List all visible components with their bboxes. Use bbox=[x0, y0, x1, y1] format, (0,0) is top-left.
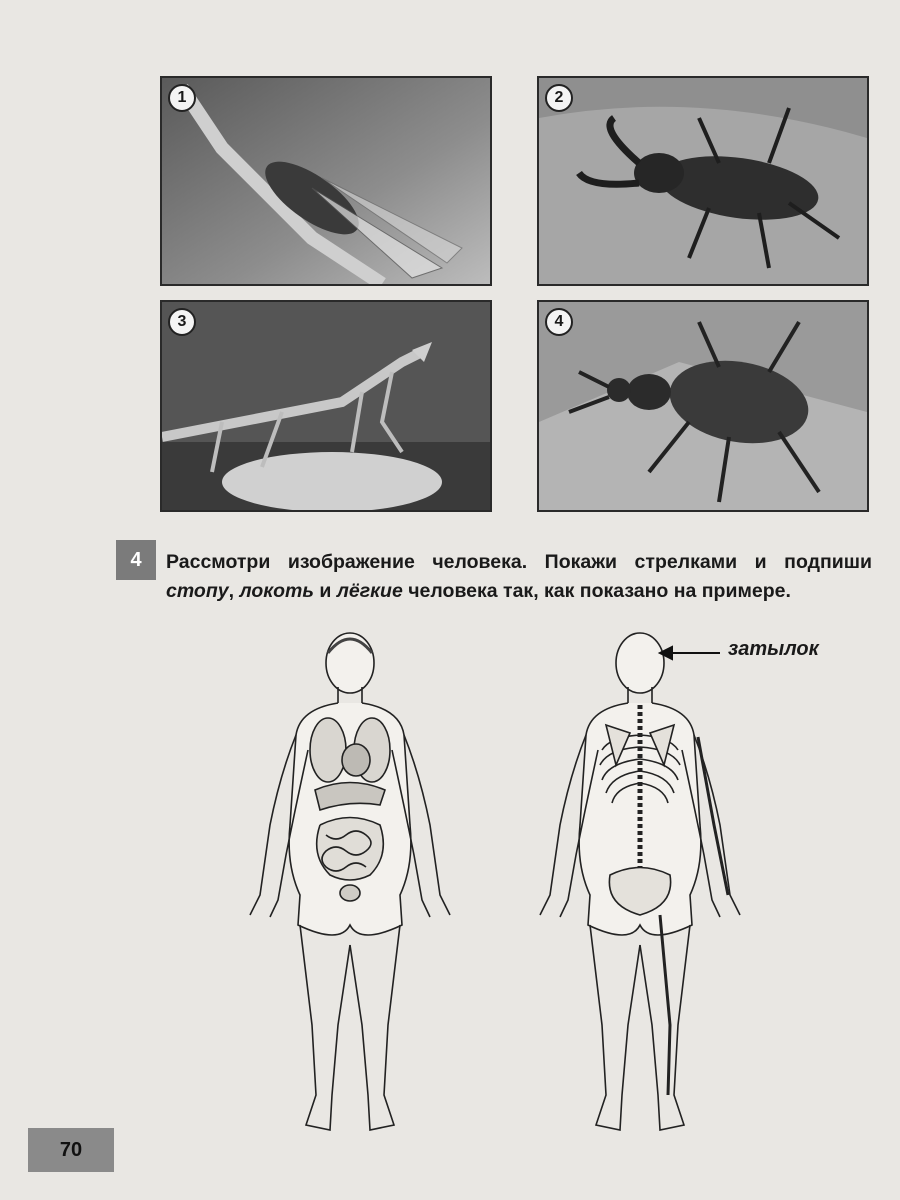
instruction-text-part: человека так, как показано на примере. bbox=[402, 580, 791, 602]
photo-mantis bbox=[160, 300, 492, 512]
instruction-separator: , bbox=[228, 580, 240, 602]
human-anatomy-figures bbox=[220, 625, 800, 1155]
photo-stag-beetle bbox=[537, 76, 869, 286]
photo-number-badge: 4 bbox=[545, 308, 573, 336]
page-number: 70 bbox=[28, 1128, 114, 1172]
word-elbow: локоть bbox=[239, 580, 314, 602]
word-foot: стопу bbox=[166, 580, 229, 602]
cicada-image bbox=[162, 78, 490, 284]
stag-beetle-image bbox=[539, 78, 867, 284]
word-lungs: лёгкие bbox=[336, 580, 403, 602]
front-figure-organs bbox=[250, 633, 450, 1130]
mantis-image bbox=[162, 302, 490, 510]
example-arrow bbox=[660, 647, 720, 659]
task-number: 4 bbox=[116, 540, 156, 580]
ground-beetle-image bbox=[539, 302, 867, 510]
photo-ground-beetle bbox=[537, 300, 869, 512]
task-instruction bbox=[166, 548, 872, 606]
photo-number-badge: 2 bbox=[545, 84, 573, 112]
instruction-separator: и bbox=[313, 580, 337, 602]
photo-number-badge: 3 bbox=[168, 308, 196, 336]
instruction-text-part: Рассмотри изображение человека. Покажи стрелками и подпиши bbox=[166, 551, 872, 573]
photo-cicada bbox=[160, 76, 492, 286]
photo-number-badge: 1 bbox=[168, 84, 196, 112]
example-label-nape: затылок bbox=[728, 638, 819, 660]
back-figure-skeleton bbox=[540, 633, 740, 1130]
